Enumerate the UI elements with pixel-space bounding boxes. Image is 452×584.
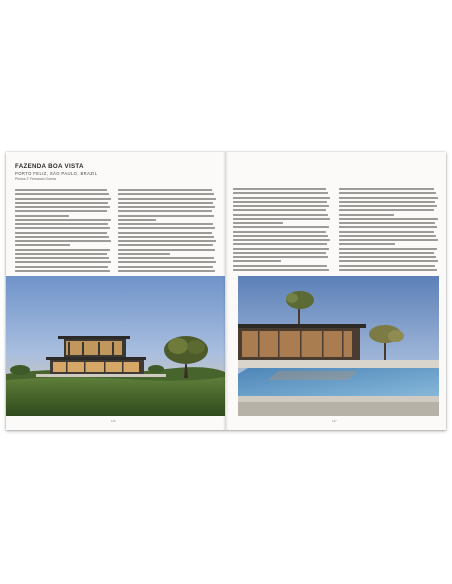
text-line — [233, 239, 330, 241]
text-line — [233, 252, 326, 254]
text-line — [339, 248, 437, 250]
text-line — [118, 227, 215, 229]
text-line — [233, 226, 329, 228]
project-location: PORTO FELIZ, SÃO PAULO, BRAZIL — [15, 171, 98, 176]
text-line — [233, 214, 328, 216]
text-line — [15, 193, 109, 195]
text-line — [339, 197, 438, 199]
text-line — [118, 261, 216, 263]
text-line — [233, 248, 329, 250]
text-line — [233, 260, 281, 262]
text-line — [15, 223, 108, 225]
text-line — [15, 236, 109, 238]
text-line — [118, 266, 213, 268]
text-line — [339, 188, 434, 190]
text-line — [233, 205, 329, 207]
text-line — [233, 218, 330, 220]
text-line — [118, 189, 212, 191]
text-line — [15, 219, 111, 221]
left-page — [6, 152, 225, 430]
text-line — [15, 198, 111, 200]
text-line — [118, 215, 214, 217]
text-line — [339, 235, 436, 237]
text-line — [15, 189, 107, 191]
text-line — [118, 193, 214, 195]
book-spread — [6, 152, 446, 430]
text-line — [339, 252, 434, 254]
text-line — [15, 215, 69, 217]
right-page — [227, 152, 446, 430]
text-line — [339, 201, 435, 203]
page-number-left: 146 — [111, 419, 116, 423]
text-line — [339, 269, 437, 271]
text-line — [339, 218, 438, 220]
text-line — [15, 253, 107, 255]
text-line — [233, 265, 327, 267]
text-line — [339, 243, 395, 245]
text-line — [15, 249, 110, 251]
text-line — [339, 205, 437, 207]
photo-credit: Photos © Fernando Guerra — [15, 177, 56, 181]
text-line — [233, 256, 328, 258]
text-line — [118, 240, 216, 242]
text-line — [118, 244, 213, 246]
pool-terrace-image — [238, 276, 439, 416]
text-line — [339, 226, 437, 228]
text-line — [339, 214, 394, 216]
text-line — [339, 265, 435, 267]
text-line — [118, 236, 214, 238]
text-line — [15, 257, 109, 259]
text-column-spanish — [339, 188, 438, 275]
text-line — [118, 202, 213, 204]
text-line — [15, 270, 110, 272]
text-line — [15, 261, 111, 263]
text-line — [339, 231, 434, 233]
house-exterior-photo — [6, 276, 225, 416]
text-line — [118, 210, 212, 212]
text-line — [339, 222, 435, 224]
text-line — [233, 209, 326, 211]
text-line — [233, 188, 326, 190]
book-gutter — [223, 152, 229, 430]
text-line — [339, 192, 436, 194]
text-line — [118, 223, 213, 225]
text-line — [118, 257, 214, 259]
text-line — [15, 202, 108, 204]
text-line — [339, 209, 434, 211]
house-exterior-image — [6, 276, 225, 416]
text-line — [15, 206, 110, 208]
text-line — [339, 260, 438, 262]
text-line — [118, 206, 215, 208]
text-line — [15, 244, 70, 246]
text-line — [118, 219, 156, 221]
text-line — [118, 253, 170, 255]
text-line — [233, 269, 329, 271]
pool-terrace-photo — [238, 276, 439, 416]
text-column-english — [15, 189, 111, 275]
text-line — [233, 231, 326, 233]
text-line — [233, 235, 328, 237]
text-line — [118, 249, 215, 251]
text-column-german — [118, 189, 216, 275]
text-line — [233, 222, 283, 224]
text-line — [118, 270, 215, 272]
text-line — [339, 239, 438, 241]
text-line — [118, 198, 216, 200]
text-line — [339, 256, 436, 258]
text-column-french — [233, 188, 330, 275]
text-line — [15, 210, 107, 212]
text-line — [15, 232, 107, 234]
text-line — [15, 227, 110, 229]
text-line — [233, 243, 327, 245]
project-title: FAZENDA BOA VISTA — [15, 163, 84, 170]
text-line — [233, 201, 327, 203]
text-line — [15, 266, 108, 268]
text-line — [118, 232, 212, 234]
text-line — [233, 197, 330, 199]
text-line — [233, 192, 328, 194]
page-number-right: 147 — [332, 419, 337, 423]
text-line — [15, 240, 111, 242]
